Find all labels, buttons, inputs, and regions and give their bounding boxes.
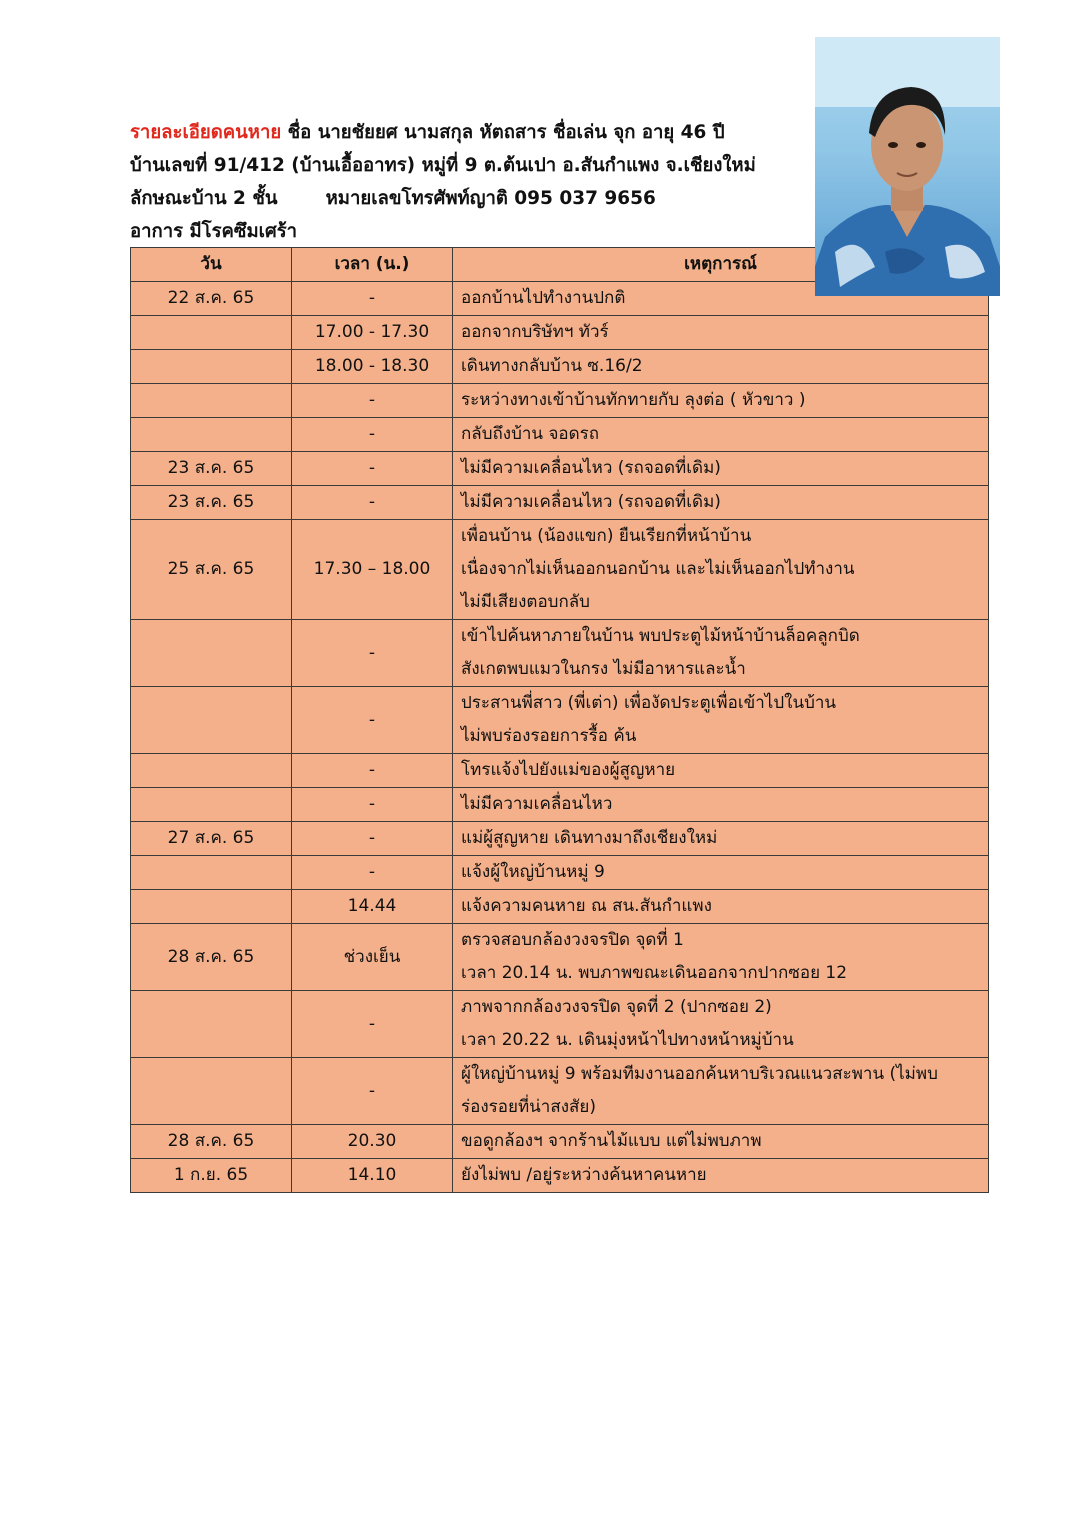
event-line: เนื่องจากไม่เห็นออกนอกบ้าน และไม่เห็นออกไปทำงาน [461,559,855,579]
event-line: แม่ผู้สูญหาย เดินทางมาถึงเชียงใหม่ [461,828,718,848]
cell-time: 17.00 - 17.30 [292,316,453,350]
header-name-age: ชื่อ นายชัยยศ นามสกุล หัตถสาร ชื่อเล่น จุก อายุ 46 ปี [281,122,725,143]
cell-time: ช่วงเย็น [292,924,453,991]
header-time: เวลา (น.) [292,248,453,282]
cell-time: - [292,452,453,486]
cell-date [131,384,292,418]
event-line: ออกจากบริษัทฯ ทัวร์ [461,322,609,342]
table-row [131,991,989,1058]
cell-date [131,418,292,452]
cell-date: 23 ส.ค. 65 [131,452,292,486]
cell-time: - [292,620,453,687]
cell-event [453,890,989,924]
table-row [131,384,989,418]
person-photo [815,37,1000,296]
cell-time: - [292,1058,453,1125]
cell-event [453,754,989,788]
event-line: ขอดูกล้องฯ จากร้านไม้แบบ แต่ไม่พบภาพ [461,1131,762,1151]
table-row [131,452,989,486]
timeline-rows [131,282,989,1193]
cell-event [453,620,989,687]
header-relative-phone: หมายเลขโทรศัพท์ญาติ 095 037 9656 [325,188,656,209]
table-row [131,1058,989,1125]
header-house-type: ลักษณะบ้าน 2 ชั้น [130,188,278,209]
cell-event [453,1159,989,1193]
cell-event [453,687,989,754]
cell-date [131,316,292,350]
event-line: ร่องรอยที่น่าสงสัย) [461,1097,596,1117]
event-line: สังเกตพบแมวในกรง ไม่มีอาหารและน้ำ [461,659,746,679]
event-line: ตรวจสอบกล้องวงจรปิด จุดที่ 1 [461,930,684,950]
event-line: ไม่พบร่องรอยการรื้อ ค้น [461,726,637,746]
person-photo-icon [815,37,1000,296]
table-row [131,788,989,822]
event-line: ผู้ใหญ่บ้านหมู่ 9 พร้อมทีมงานออกค้นหาบริเวณแนวสะพาน (ไม่พบ [461,1064,938,1084]
header-line-house-phone [130,182,810,215]
cell-time: - [292,486,453,520]
cell-time: - [292,282,453,316]
timeline-table [130,247,989,1193]
event-line: เข้าไปค้นหาภายในบ้าน พบประตูไม้หน้าบ้านล็อคลูกบิด [461,626,860,646]
table-row [131,1159,989,1193]
event-line: ออกบ้านไปทำงานปกติ [461,288,626,308]
cell-event [453,520,989,620]
header-date: วัน [131,248,292,282]
event-line: ยังไม่พบ /อยู่ระหว่างค้นหาคนหาย [461,1165,707,1185]
cell-date: 27 ส.ค. 65 [131,822,292,856]
table-row [131,822,989,856]
cell-time: - [292,687,453,754]
cell-date [131,1058,292,1125]
event-line: กลับถึงบ้าน จอดรถ [461,424,600,444]
table-row [131,687,989,754]
cell-time: 18.00 - 18.30 [292,350,453,384]
cell-event [453,316,989,350]
table-row [131,754,989,788]
event-line: ไม่มีความเคลื่อนไหว (รถจอดที่เดิม) [461,458,721,478]
cell-date [131,687,292,754]
event-line: เวลา 20.22 น. เดินมุ่งหน้าไปทางหน้าหมู่บ้าน [461,1030,794,1050]
event-line: เดินทางกลับบ้าน ซ.16/2 [461,356,643,376]
cell-date: 28 ส.ค. 65 [131,924,292,991]
cell-time: 20.30 [292,1125,453,1159]
cell-event [453,924,989,991]
header-line-name [130,116,810,149]
table-row [131,856,989,890]
cell-date [131,620,292,687]
table-row [131,316,989,350]
cell-event [453,486,989,520]
header-title: รายละเอียดคนหาย [130,122,282,143]
cell-time: 14.10 [292,1159,453,1193]
event-line: ไม่มีความเคลื่อนไหว (รถจอดที่เดิม) [461,492,721,512]
cell-time: - [292,991,453,1058]
table-row [131,350,989,384]
table-row [131,418,989,452]
cell-time: 17.30 – 18.00 [292,520,453,620]
cell-date: 28 ส.ค. 65 [131,1125,292,1159]
cell-event [453,1125,989,1159]
table-row [131,620,989,687]
table-row [131,924,989,991]
table-row [131,890,989,924]
cell-time: 14.44 [292,890,453,924]
table-row [131,520,989,620]
event-line: แจ้งผู้ใหญ่บ้านหมู่ 9 [461,862,605,882]
cell-time: - [292,788,453,822]
event-line: ไม่มีเสียงตอบกลับ [461,592,590,612]
event-line: แจ้งความคนหาย ณ สน.สันกำแพง [461,896,712,916]
cell-event [453,452,989,486]
cell-date [131,856,292,890]
cell-time: - [292,856,453,890]
table-row [131,1125,989,1159]
cell-event [453,788,989,822]
header-event: เหตุการณ์ [453,248,989,282]
cell-date: 23 ส.ค. 65 [131,486,292,520]
cell-event [453,822,989,856]
event-line: ไม่มีความเคลื่อนไหว [461,794,613,814]
event-line: ภาพจากกล้องวงจรปิด จุดที่ 2 (ปากซอย 2) [461,997,772,1017]
cell-event [453,991,989,1058]
event-line: เพื่อนบ้าน (น้องแขก) ยืนเรียกที่หน้าบ้าน [461,526,752,546]
cell-time: - [292,384,453,418]
cell-date [131,754,292,788]
cell-event [453,418,989,452]
cell-date: 25 ส.ค. 65 [131,520,292,620]
cell-event [453,350,989,384]
event-line: ประสานพี่สาว (พี่เต่า) เพื่องัดประตูเพื่อเข้าไปในบ้าน [461,693,837,713]
event-line: ระหว่างทางเข้าบ้านทักทายกับ ลุงต่อ ( หัวขาว ) [461,390,806,410]
cell-date [131,991,292,1058]
cell-date [131,788,292,822]
cell-date: 1 ก.ย. 65 [131,1159,292,1193]
cell-time: - [292,418,453,452]
event-line: เวลา 20.14 น. พบภาพขณะเดินออกจากปากซอย 12 [461,963,848,983]
missing-person-header [130,116,810,248]
header-symptoms: อาการ มีโรคซึมเศร้า [130,221,298,242]
cell-time: - [292,822,453,856]
cell-event [453,856,989,890]
cell-date [131,890,292,924]
table-row [131,486,989,520]
header-address: บ้านเลขที่ 91/412 (บ้านเอื้ออาทร) หมู่ที่ 9 ต.ต้นเปา อ.สันกำแพง จ.เชียงใหม่ [130,155,756,176]
cell-date [131,350,292,384]
cell-event [453,1058,989,1125]
cell-event [453,384,989,418]
cell-time: - [292,754,453,788]
cell-date: 22 ส.ค. 65 [131,282,292,316]
event-line: โทรแจ้งไปยังแม่ของผู้สูญหาย [461,760,676,780]
